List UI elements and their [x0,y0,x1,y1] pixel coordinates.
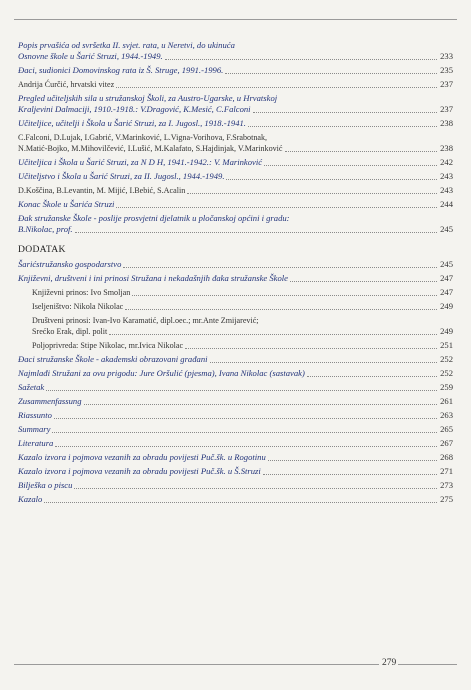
toc-entry-title: Zusammenfassung [18,396,82,406]
toc-entry-title: Šarićstružansko gospodarstvo [18,259,122,269]
dot-leader [226,179,437,180]
toc-entry[interactable] [18,213,453,224]
dot-leader [116,207,437,208]
bottom-rule-right [398,664,457,665]
toc-entry-page: 247 [440,287,453,297]
toc-entry-title: Đak stružanske Škole - poslije prosvjetni djelatnik u pločanskoj općini i gradu: [18,213,290,223]
toc-entry-page: 275 [440,494,453,504]
toc-entry-title: Đaci, sudionici Domovinskog rata iz Š. Struge, 1991.-1996. [18,65,224,75]
dot-leader [225,73,437,74]
dot-leader [75,232,437,233]
toc-entry[interactable] [18,326,453,337]
toc-entry[interactable] [18,157,453,168]
dot-leader [187,193,437,194]
toc-entry-title: Bilješka o piscu [18,480,73,490]
toc-entry-page: 252 [440,354,453,364]
toc-entry-page: 238 [440,118,453,128]
toc-entry-title: Literatura [18,438,54,448]
dot-leader [54,418,437,419]
toc-entry-title: D.Koščina, B.Levantin, M. Mijić, I.Bebić, S.Acalin [18,186,186,195]
toc-entry[interactable] [18,79,453,90]
toc-entry-title: Pregled učiteljskih sila u stružanskoj Školi, za Austro-Ugarske, u Hrvatskoj [18,93,278,103]
toc-entry-title: N.Matić-Bojko, M.Mihovilčević, I.Lušić, M.Kalafato, S.Hajdinjak, V.Marinković [18,144,283,153]
toc-entry-title: Summary [18,424,51,434]
toc-entry[interactable] [18,273,453,284]
toc-entry[interactable] [18,494,453,505]
toc-entry-title: Poljoprivreda: Stipe Nikolac, mr.Ivica Nikolac [32,341,184,350]
toc-entry-page: 271 [440,466,453,476]
toc-entry-page: 251 [440,340,453,350]
dot-leader [132,295,437,296]
toc-entry-title: Riassunto [18,410,52,420]
toc-main-list [18,40,453,238]
dot-leader [84,404,437,405]
toc-entry[interactable] [18,438,453,449]
toc-entry-page: 244 [440,199,453,209]
toc-entry-page: 267 [440,438,453,448]
dot-leader [52,432,437,433]
dot-leader [263,474,437,475]
dot-leader [46,390,437,391]
dot-leader [125,309,437,310]
toc-entry-title: Kazalo [18,494,43,504]
toc-entry-title: Popis prvašića od svršetka II. svjet. rata, u Neretvi, do ukinuća [18,40,235,50]
toc-entry-title: Najmlađi Stružani za ovu prigodu: Jure Oršulić (pjesma), Ivana Nikolac (sastavak) [18,368,305,378]
toc-entry[interactable] [18,199,453,210]
toc-entry-title: Konac Škole u Šarića Struzi [18,199,115,209]
toc-entry[interactable] [18,382,453,393]
toc-entry-page: 265 [440,424,453,434]
dot-leader [248,126,437,127]
toc-entry[interactable] [18,315,453,326]
table-of-contents [18,40,453,508]
toc-entry[interactable] [18,301,453,312]
bottom-rule-left [14,664,379,665]
page-number: 279 [382,658,397,668]
toc-entry-page: 252 [440,368,453,378]
dot-leader [185,348,437,349]
toc-entry-title: Učiteljstvo i Škola u Šarić Struzi, za II. Jugosl., 1944.-1949. [18,171,225,181]
toc-entry[interactable] [18,65,453,76]
toc-entry[interactable] [18,368,453,379]
toc-entry-title: Učiteljice, učitelji i Škola u Šarić Struzi, za I. Jugosl., 1918.-1941. [18,118,246,128]
toc-entry-title: Društveni prinosi: Ivan-Ivo Karamatić, dipl.oec.; mr.Ante Zmijarević; [32,316,259,325]
toc-entry[interactable] [18,452,453,463]
toc-entry-page: 235 [440,65,453,75]
toc-entry-title: Đaci stružanske Škole - akademski obrazovani građani [18,354,208,364]
toc-entry-title: Književni prinos: Ivo Smoljan [32,288,131,297]
dot-leader [44,502,437,503]
toc-entry[interactable] [18,185,453,196]
toc-entry-page: 237 [440,79,453,89]
toc-entry[interactable] [18,143,453,154]
toc-entry[interactable] [18,132,453,143]
toc-entry-page: 249 [440,326,453,336]
dot-leader [285,151,437,152]
toc-entry-page: 249 [440,301,453,311]
toc-entry-page: 243 [440,185,453,195]
dot-leader [290,281,437,282]
toc-entry[interactable] [18,171,453,182]
dot-leader [210,362,437,363]
toc-entry-title: Sažetak [18,382,45,392]
toc-entry[interactable] [18,287,453,298]
toc-entry-page: 245 [440,224,453,234]
toc-entry-page: 238 [440,143,453,153]
toc-entry-page: 242 [440,157,453,167]
toc-entry-page: 259 [440,382,453,392]
toc-entry-page: 268 [440,452,453,462]
toc-entry-title: Kraljevini Dalmaciji, 1910.-1918.: V.Dragović, K.Mesić, C.Falconi [18,104,251,114]
toc-entry-title: B.Nikolac, prof. [18,224,73,234]
toc-entry-title: Iseljeništvo: Nikola Nikolac [32,302,124,311]
toc-entry-title: Osnovne škole u Šarić Struzi, 1944.-1949. [18,51,163,61]
dot-leader [109,334,437,335]
toc-entry[interactable] [18,118,453,129]
dot-leader [264,165,437,166]
toc-entry-page: 261 [440,396,453,406]
dot-leader [116,87,437,88]
toc-entry-page: 245 [440,259,453,269]
toc-entry[interactable] [18,466,453,477]
toc-entry-page: 273 [440,480,453,490]
toc-entry-title: C.Falconi, D.Lujak, I.Gabrić, V.Marinković, L.Vigna-Vorihova, F.Srabotnak, [18,133,268,142]
dot-leader [253,112,437,113]
toc-entry-page: 263 [440,410,453,420]
toc-entry-page: 237 [440,104,453,114]
toc-entry-page: 243 [440,171,453,181]
toc-entry-page: 233 [440,51,453,61]
toc-entry-title: Učiteljica i Škola u Šarić Struzi, za N D H, 1941.-1942.: V. Marinković [18,157,263,167]
toc-entry[interactable] [18,93,453,104]
toc-entry[interactable] [18,354,453,365]
toc-entry[interactable] [18,224,453,235]
dot-leader [165,59,437,60]
toc-entry[interactable] [18,259,453,270]
dot-leader [268,460,437,461]
toc-entry[interactable] [18,104,453,115]
toc-entry[interactable] [18,410,453,421]
toc-entry[interactable] [18,40,453,51]
dot-leader [307,376,437,377]
toc-appendix-list [18,259,453,508]
toc-entry[interactable] [18,396,453,407]
dot-leader [123,267,437,268]
toc-entry-title: Kazalo izvora i pojmova vezanih za obradu povijesti Puč.šk. u Rogotinu [18,452,266,462]
top-rule [14,19,457,20]
section-title: DODATAK [18,244,66,255]
toc-entry[interactable] [18,340,453,351]
toc-entry[interactable] [18,424,453,435]
toc-entry-title: Kazalo izvora i pojmova vezanih za obradu povijesti Puč.šk. u Š.Struzi [18,466,261,476]
toc-entry-title: Andrija Ćurčić, hrvatski vitez [18,80,115,89]
dot-leader [74,488,437,489]
toc-entry[interactable] [18,51,453,62]
toc-entry-title: Srećko Erak, dipl. polit [32,327,108,336]
toc-entry-title: Književni, društveni i ini prinosi Stružana i nekadašnjih đaka stružanske Škole [18,273,288,283]
toc-entry[interactable] [18,480,453,491]
dot-leader [55,446,437,447]
toc-entry-page: 247 [440,273,453,283]
